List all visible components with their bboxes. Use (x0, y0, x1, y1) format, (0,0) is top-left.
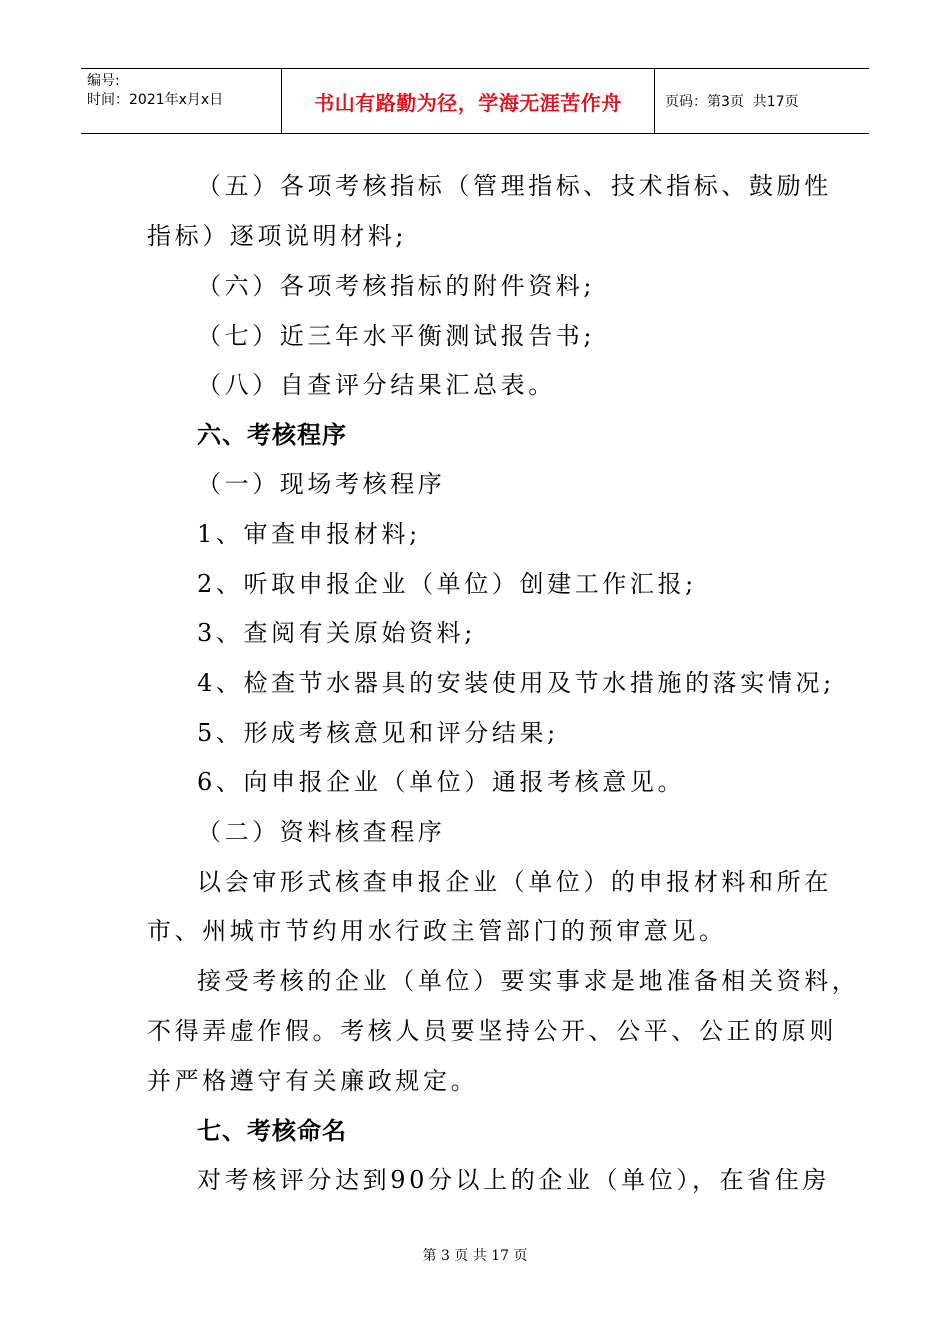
list-item: 5、形成考核意见和评分结果; (197, 719, 559, 747)
header-page-info: 页码：第3页 共17页 (665, 94, 799, 110)
section-heading: 六、考核程序 (197, 421, 347, 449)
paragraph-line: 不得弄虚作假。考核人员要坚持公开、公平、公正的原则 (147, 1017, 837, 1045)
list-item: （六）各项考核指标的附件资料; (197, 272, 596, 300)
list-item: 4、检查节水器具的安装使用及节水措施的落实情况; (197, 669, 835, 697)
paragraph-line: 并严格遵守有关廉政规定。 (147, 1067, 479, 1095)
date-label: 时间：2021年x月x日 (87, 92, 224, 108)
paragraph-line: 对考核评分达到90分以上的企业（单位），在省住房 (197, 1166, 830, 1194)
subsection-heading: （一）现场考核程序 (197, 470, 446, 498)
header-meta (81, 69, 282, 133)
paragraph-line: 指标）逐项说明材料; (147, 222, 408, 250)
header-motto: 书山有路勤为径，学海无涯苦作舟 (282, 69, 655, 133)
section-heading: 七、考核命名 (197, 1117, 347, 1145)
subsection-heading: （二）资料核查程序 (197, 818, 446, 846)
list-item: 3、查阅有关原始资料; (197, 619, 476, 647)
paragraph-line: 接受考核的企业（单位）要实事求是地准备相关资料， (197, 967, 860, 995)
paragraph-line: 以会审形式核查申报企业（单位）的申报材料和所在 (197, 868, 832, 896)
list-item: 1、审查申报材料; (197, 520, 421, 548)
list-item: （八）自查评分结果汇总表。 (197, 371, 556, 399)
paragraph-line: 市、州城市节约用水行政主管部门的预审意见。 (147, 917, 727, 945)
page-footer: 第 3 页 共 17 页 (422, 1248, 528, 1264)
list-item: 2、听取申报企业（单位）创建工作汇报; (197, 570, 697, 598)
list-item: （七）近三年水平衡测试报告书; (197, 322, 596, 350)
list-item: 6、向申报企业（单位）通报考核意见。 (197, 768, 686, 796)
page-header (81, 68, 869, 134)
serial-number-label: 编号: (87, 73, 120, 89)
paragraph-line: （五）各项考核指标（管理指标、技术指标、鼓励性 (197, 172, 832, 200)
